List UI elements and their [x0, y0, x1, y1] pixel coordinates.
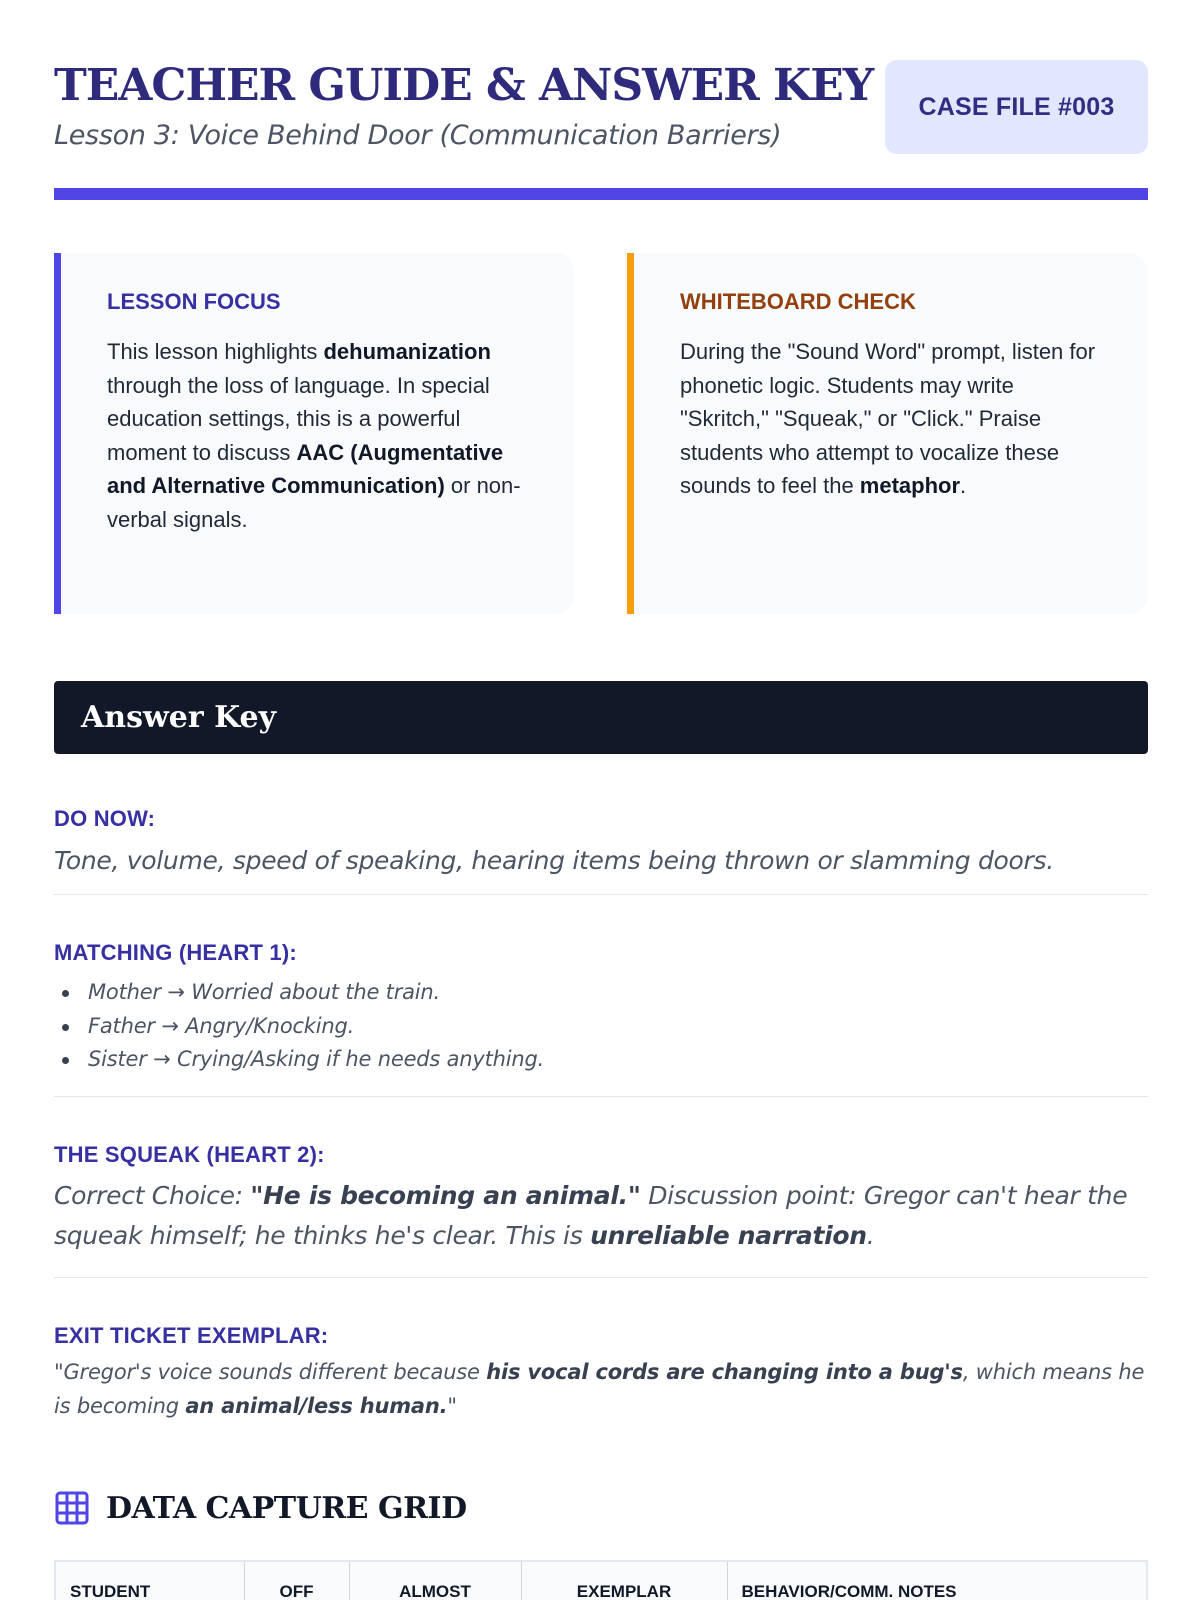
matching-list [54, 976, 1148, 1077]
exit-ticket-section [54, 1323, 1148, 1423]
answer-key-title: Answer Key [81, 700, 277, 735]
answer-key-header [54, 681, 1148, 754]
page-title: TEACHER GUIDE & ANSWER KEY [54, 60, 874, 111]
bold-term: his vocal cords are changing into a bug's [486, 1360, 963, 1384]
lesson-focus-body [107, 335, 534, 536]
text-segment: , which means he is becoming [54, 1360, 1145, 1418]
column-header-exemplar: EXEMPLAR [521, 1561, 727, 1600]
squeak-answer [54, 1176, 1148, 1256]
text-segment: This lesson highlights [107, 339, 324, 364]
squeak-label: THE SQUEAK (HEART 2): [54, 1142, 325, 1167]
lesson-focus-title: LESSON FOCUS [107, 289, 281, 314]
text-segment: Correct Choice: [54, 1181, 251, 1210]
table-header-row [55, 1561, 1147, 1600]
matching-label: MATCHING (HEART 1): [54, 940, 297, 965]
bold-term: metaphor [859, 473, 961, 498]
bold-term: "He is becoming an animal." [250, 1181, 641, 1210]
case-file-badge: CASE FILE #003 [885, 60, 1148, 154]
column-header-notes: BEHAVIOR/COMM. NOTES [727, 1561, 1147, 1600]
column-header-almost: ALMOST [349, 1561, 521, 1600]
whiteboard-check-card [627, 253, 1147, 614]
data-capture-header [54, 1490, 467, 1526]
whiteboard-check-title: WHITEBOARD CHECK [680, 289, 916, 314]
whiteboard-check-body [680, 335, 1107, 503]
exit-ticket-label: EXIT TICKET EXEMPLAR: [54, 1323, 329, 1348]
do-now-answer: Tone, volume, speed of speaking, hearing items being thrown or slamming doors. [54, 846, 1054, 875]
column-header-student: STUDENT [55, 1561, 244, 1600]
matching-section [54, 940, 1148, 1077]
section-divider [54, 1096, 1148, 1097]
page-subtitle: Lesson 3: Voice Behind Door (Communication Barriers) [54, 120, 782, 151]
list-item: Sister → Crying/Asking if he needs anything. [54, 1043, 1148, 1077]
bold-term: an animal/less human. [185, 1394, 448, 1418]
data-capture-table [54, 1560, 1148, 1600]
bold-term: dehumanization [323, 339, 491, 364]
section-divider [54, 894, 1148, 895]
text-segment: " [447, 1394, 457, 1418]
do-now-label: DO NOW: [54, 806, 156, 831]
text-segment: . [866, 1221, 875, 1250]
exit-ticket-answer [54, 1355, 1148, 1423]
page-header [54, 58, 1148, 198]
text-segment: Discussion point: Gregor can't hear the squeak himself; he thinks he's clear. This is [54, 1181, 1128, 1250]
text-segment: . [960, 473, 967, 498]
text-segment: or non-verbal signals. [107, 473, 521, 532]
column-header-off: OFF [244, 1561, 349, 1600]
section-divider [54, 1277, 1148, 1278]
text-segment: "Gregor's voice sounds different because [54, 1360, 487, 1384]
grid-icon [54, 1490, 90, 1526]
text-segment: through the loss of language. In special education settings, this is a powerful moment to discuss [107, 372, 490, 465]
list-item: Mother → Worried about the train. [54, 976, 1148, 1010]
data-capture-title: DATA CAPTURE GRID [106, 1490, 467, 1526]
bold-term: unreliable narration [590, 1221, 867, 1250]
header-divider [54, 188, 1148, 200]
squeak-section [54, 1142, 1148, 1256]
lesson-focus-card [54, 253, 574, 614]
list-item: Father → Angry/Knocking. [54, 1010, 1148, 1044]
do-now-section [54, 806, 1148, 875]
text-segment: During the "Sound Word" prompt, listen for phonetic logic. Students may write "Skritch," "Squeak," or "Click." Praise students who attempt to vocalize these sounds to feel the [680, 339, 1096, 498]
bold-term: AAC (Augmentative and Alternative Communication) [107, 439, 504, 498]
